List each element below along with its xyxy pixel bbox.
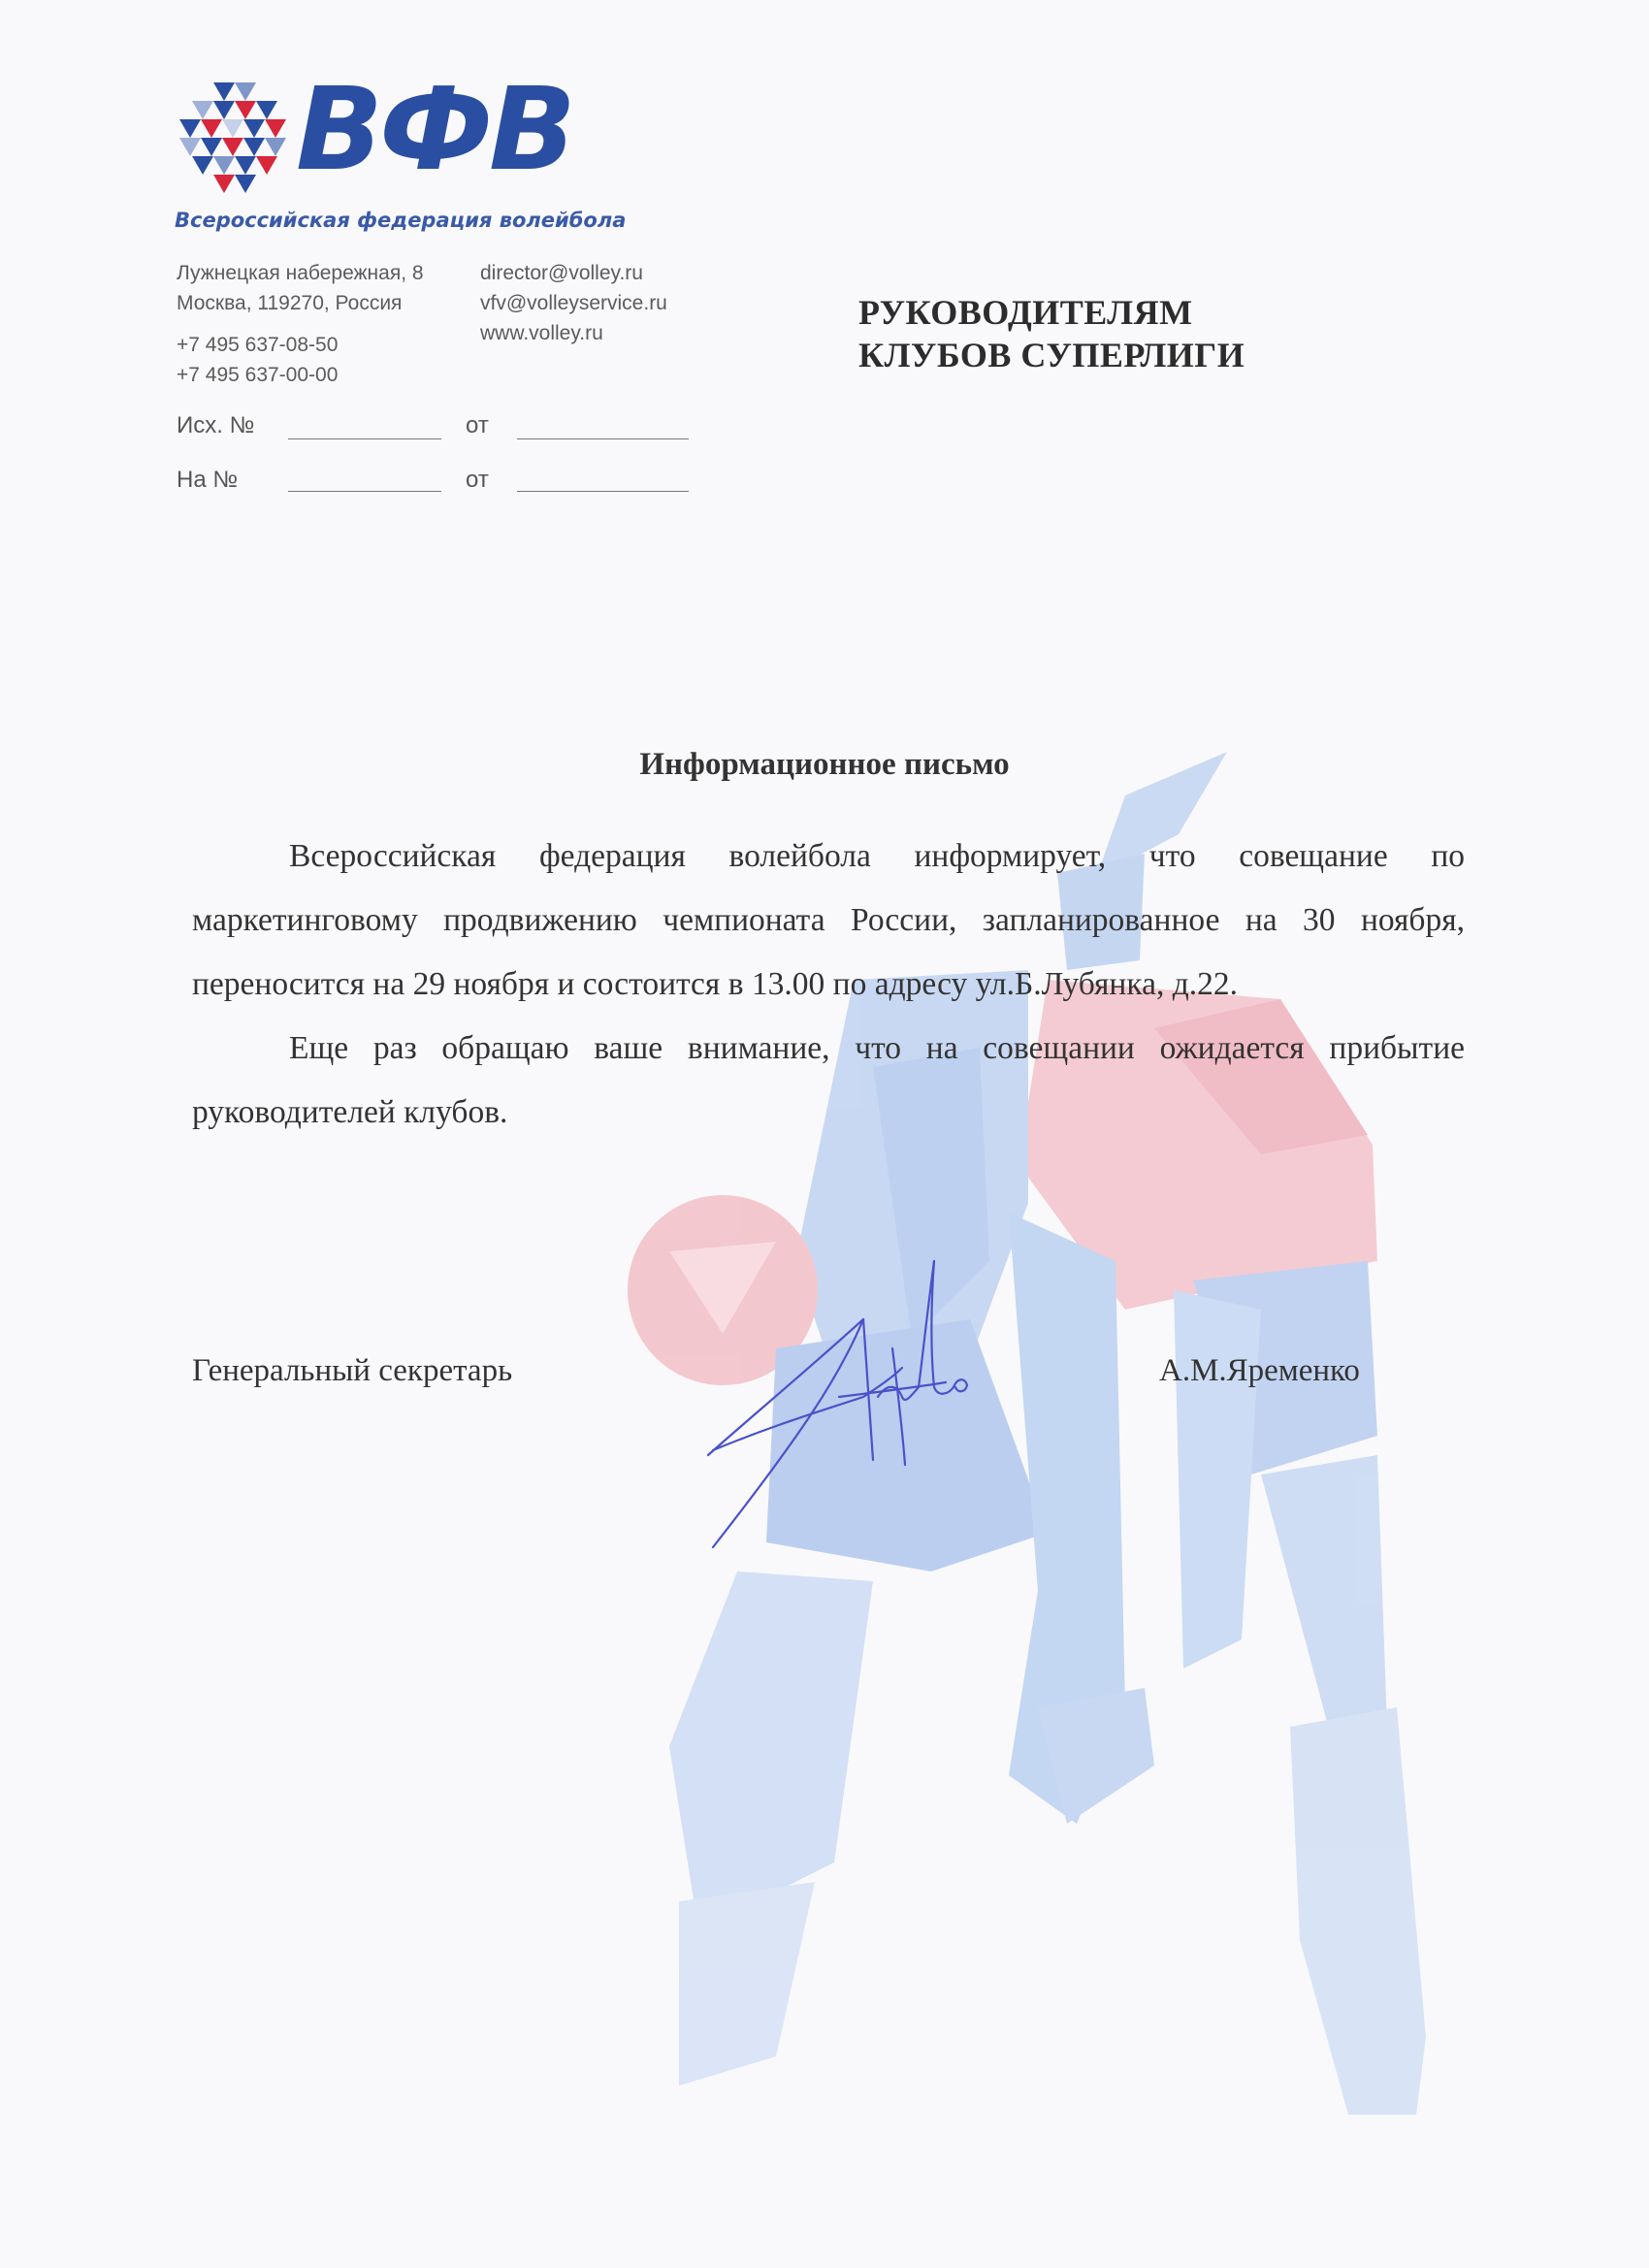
email-address: director@volley.ru bbox=[480, 262, 643, 284]
body-paragraph: Всероссийская федерация волейбола информирует, что совещание по маркетинговому продвижению чемпионата России, запланированное на 30 ноября, переносится на 29 ноября и состоится в 13.00 по адресу ул.Б.Лубянка, д.22. bbox=[192, 838, 1465, 1002]
signatory-name: А.М.Яременко bbox=[1159, 1353, 1360, 1388]
address-block bbox=[177, 258, 424, 318]
phone-number: +7 495 637-00-00 bbox=[177, 364, 339, 386]
letter-body bbox=[192, 825, 1465, 1145]
recipient-block bbox=[858, 291, 1245, 376]
vfv-logo bbox=[175, 62, 660, 233]
incoming-number-label: На № bbox=[177, 467, 239, 493]
outgoing-number-line bbox=[288, 438, 441, 439]
body-paragraph: Еще раз обращаю ваше внимание, что на совещании ожидается прибытие руководителей клубов. bbox=[192, 1030, 1465, 1130]
website-address: www.volley.ru bbox=[480, 322, 603, 344]
email-address: vfv@volleyservice.ru bbox=[480, 292, 667, 314]
logo-wordmark: ВФВ bbox=[296, 62, 572, 196]
recipient-line: КЛУБОВ СУПЕРЛИГИ bbox=[858, 336, 1245, 374]
phone-number: +7 495 637-08-50 bbox=[177, 334, 339, 356]
incoming-number-line bbox=[288, 491, 441, 492]
address-city: Москва, 119270, Россия bbox=[177, 292, 403, 314]
outgoing-number-label: Исх. № bbox=[177, 412, 255, 438]
recipient-line: РУКОВОДИТЕЛЯМ bbox=[858, 293, 1193, 332]
handwritten-signature bbox=[694, 1242, 1023, 1562]
address-street: Лужнецкая набережная, 8 bbox=[177, 262, 424, 284]
online-contacts-block bbox=[480, 258, 667, 348]
outgoing-date-label: от bbox=[466, 412, 489, 438]
logo-tagline: Всероссийская федерация волейбола bbox=[175, 209, 627, 232]
signatory-role: Генеральный секретарь bbox=[192, 1353, 513, 1388]
incoming-date-label: от bbox=[466, 467, 489, 493]
incoming-date-line bbox=[517, 491, 689, 492]
phone-block bbox=[177, 330, 338, 390]
logo-volleyball-mark bbox=[175, 78, 301, 199]
outgoing-date-line bbox=[517, 438, 689, 439]
letter-title: Информационное письмо bbox=[639, 747, 1010, 782]
